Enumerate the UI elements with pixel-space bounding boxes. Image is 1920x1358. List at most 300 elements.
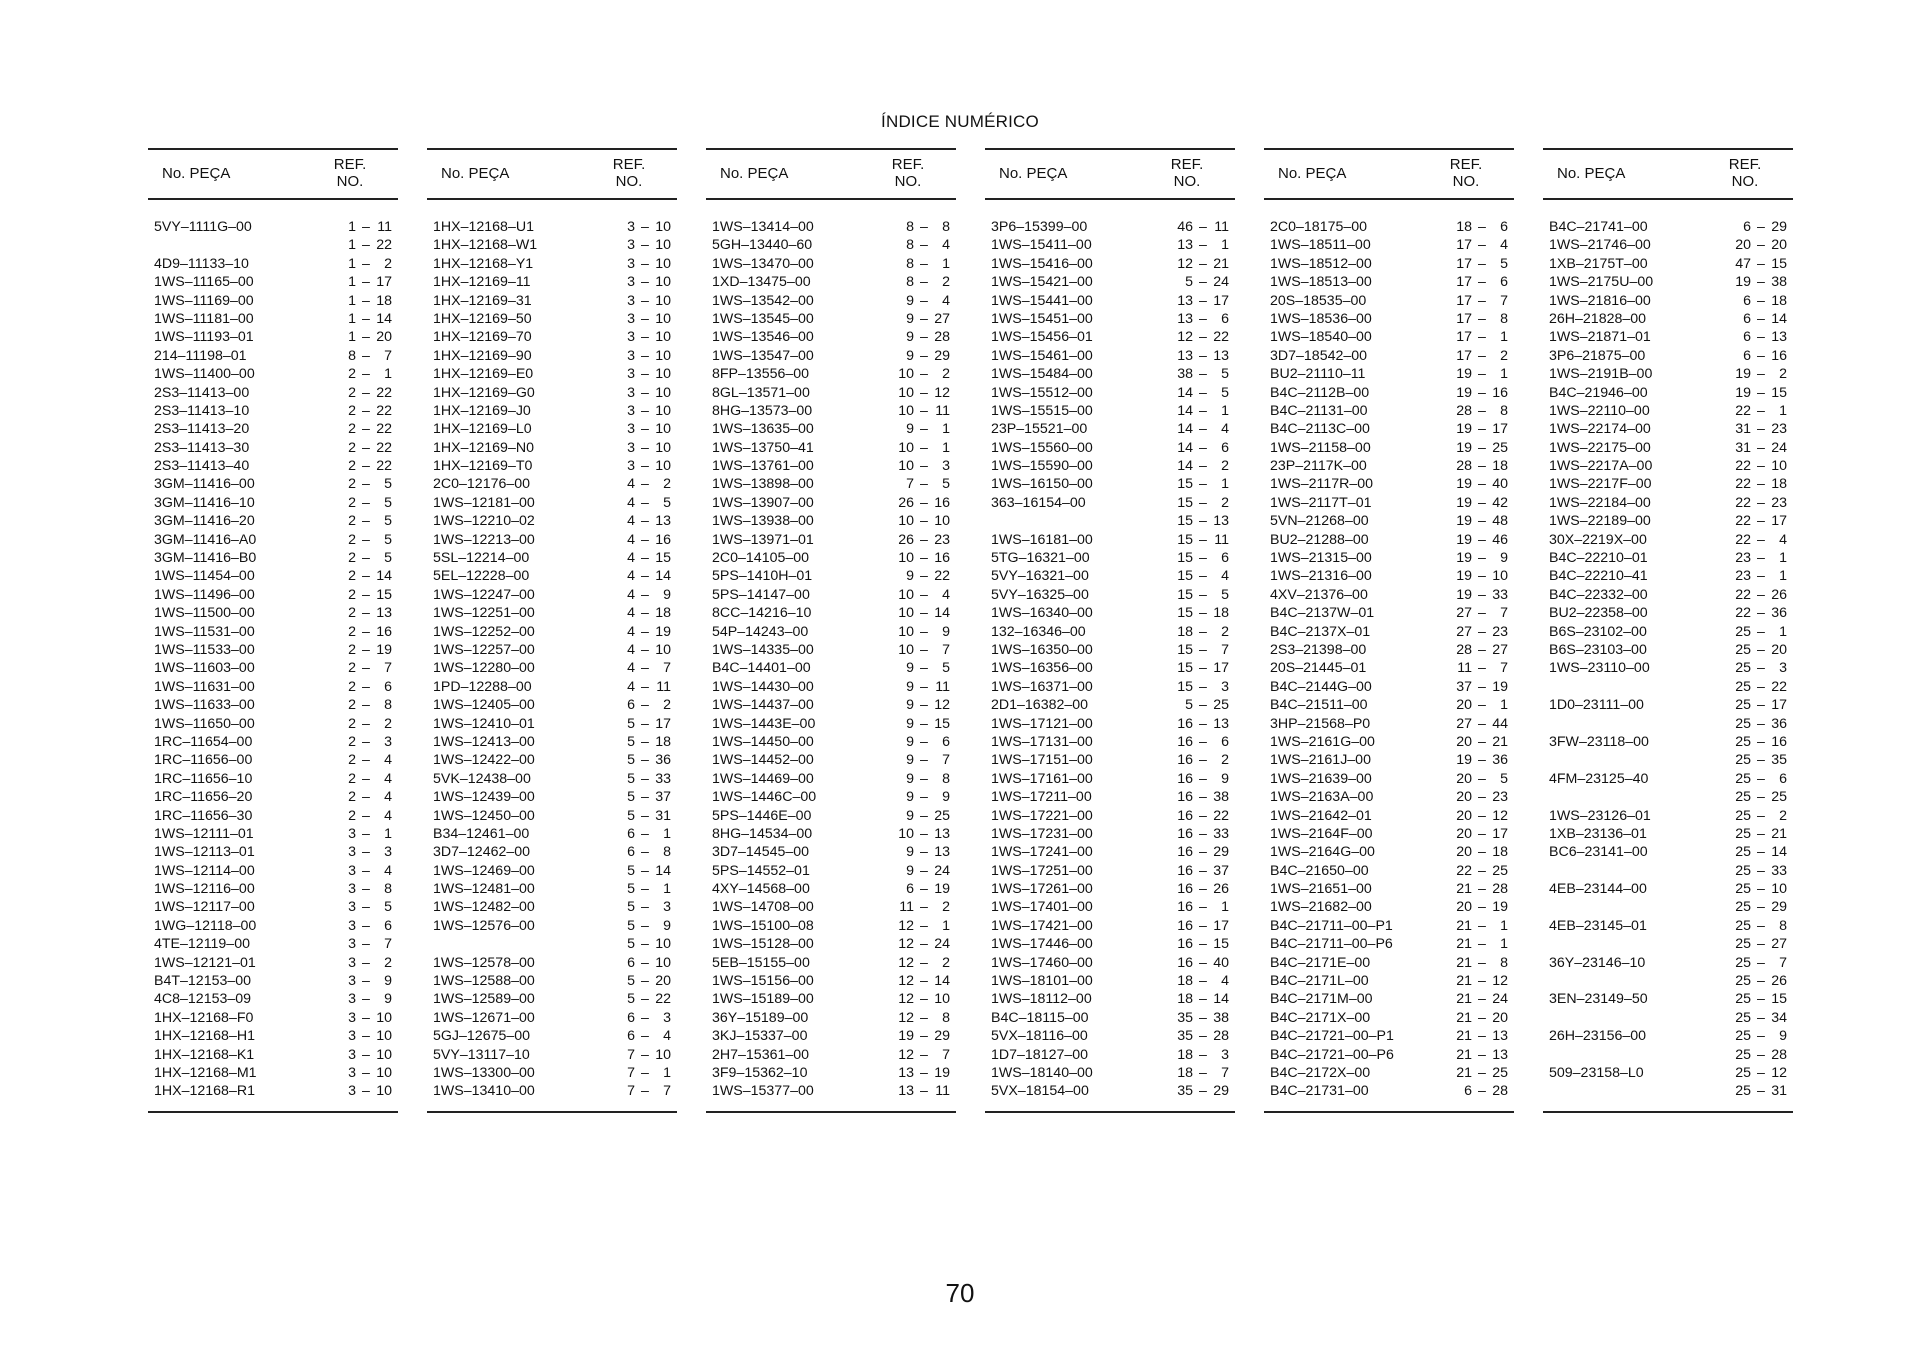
index-row (985, 623, 1235, 641)
ref-item: 16 (376, 623, 392, 640)
ref-figure: 9 (906, 862, 914, 879)
part-number: 1WS–13300–00 (433, 1064, 535, 1081)
ref-dash: – (1478, 899, 1486, 916)
ref-item: 10 (655, 292, 671, 309)
part-number: 1WS–12251–00 (433, 605, 535, 622)
part-number: 5PS–14147–00 (712, 586, 810, 603)
part-number: B4C–14401–00 (712, 660, 811, 677)
index-row (985, 659, 1235, 677)
part-number: 1WS–17421–00 (991, 917, 1093, 934)
ref-item: 8 (384, 881, 392, 898)
part-number: 1WS–12588–00 (433, 973, 535, 990)
ref-dash: – (1757, 752, 1765, 769)
ref-item: 28 (1492, 1083, 1508, 1100)
index-row (706, 255, 956, 273)
ref-item: 19 (376, 641, 392, 658)
index-row (985, 457, 1235, 475)
ref-dash: – (362, 274, 370, 291)
ref-item: 15 (934, 715, 950, 732)
ref-item: 8 (942, 770, 950, 787)
ref-item: 29 (934, 347, 950, 364)
ref-dash: – (1199, 789, 1207, 806)
index-row (1264, 567, 1514, 585)
part-number: 1WS–15456–01 (991, 329, 1093, 346)
ref-dash: – (920, 439, 928, 456)
ref-figure: 3 (627, 458, 635, 475)
ref-figure: 3 (348, 825, 356, 842)
ref-figure: 3 (627, 421, 635, 438)
ref-item: 3 (1221, 1046, 1229, 1063)
ref-item: 9 (942, 623, 950, 640)
ref-figure: 25 (1735, 660, 1751, 677)
ref-dash: – (641, 991, 649, 1008)
part-number: B4C–21711–00–P1 (1270, 917, 1393, 934)
ref-figure: 13 (1177, 292, 1193, 309)
index-row (148, 1064, 398, 1082)
part-number: 1WS–16150–00 (991, 476, 1093, 493)
ref-item: 22 (376, 384, 392, 401)
index-row (706, 1009, 956, 1027)
index-row (148, 457, 398, 475)
ref-item: 18 (1771, 476, 1787, 493)
index-row (1543, 751, 1793, 769)
ref-dash: – (1757, 274, 1765, 291)
ref-dash: – (1757, 494, 1765, 511)
index-row (427, 310, 677, 328)
ref-dash: – (1757, 844, 1765, 861)
part-number: 1WS–11169–00 (154, 292, 254, 309)
part-number: 1WS–18112–00 (991, 991, 1092, 1008)
ref-figure: 16 (1177, 881, 1193, 898)
index-row (427, 457, 677, 475)
part-number: BC6–23141–00 (1549, 844, 1648, 861)
part-number: 3GM–11416–10 (154, 494, 255, 511)
part-number: 1WS–17241–00 (991, 844, 1093, 861)
ref-item: 2 (1221, 752, 1229, 769)
ref-dash: – (1478, 623, 1486, 640)
ref-figure: 3 (627, 292, 635, 309)
ref-item: 3 (1779, 660, 1787, 677)
index-row (1543, 770, 1793, 788)
part-number: 363–16154–00 (991, 494, 1086, 511)
ref-item: 26 (1213, 881, 1229, 898)
index-row (148, 365, 398, 383)
ref-figure: 12 (898, 973, 914, 990)
ref-item: 10 (655, 310, 671, 327)
ref-dash: – (1757, 881, 1765, 898)
part-number: 1WS–2164F–00 (1270, 825, 1373, 842)
ref-figure: 2 (348, 623, 356, 640)
part-number: 4EB–23145–01 (1549, 917, 1647, 934)
ref-figure: 15 (1177, 513, 1193, 530)
ref-figure: 17 (1456, 274, 1472, 291)
ref-dash: – (920, 402, 928, 419)
ref-figure: 2 (348, 421, 356, 438)
part-number: 1WS–22175–00 (1549, 439, 1651, 456)
part-number: 1RC–11656–10 (154, 770, 253, 787)
ref-dash: – (1478, 881, 1486, 898)
ref-item: 11 (935, 1083, 950, 1100)
index-row (1543, 218, 1793, 236)
index-row (148, 696, 398, 714)
part-number: 1WS–11531–00 (154, 623, 255, 640)
part-number: 1RC–11654–00 (154, 733, 253, 750)
ref-item: 8 (1500, 954, 1508, 971)
index-row (148, 659, 398, 677)
index-row (1543, 457, 1793, 475)
index-row (148, 843, 398, 861)
part-number: 5VY–16325–00 (991, 586, 1089, 603)
ref-dash: – (1199, 991, 1207, 1008)
part-number: 1XB–23136–01 (1549, 825, 1647, 842)
ref-item: 5 (1500, 770, 1508, 787)
ref-dash: – (1478, 936, 1486, 953)
part-number: 1WS–2117T–01 (1270, 494, 1372, 511)
ref-dash: – (920, 1028, 928, 1045)
ref-figure: 6 (627, 1028, 635, 1045)
ref-figure: 12 (898, 1046, 914, 1063)
ref-figure: 21 (1456, 936, 1472, 953)
part-number: B4C–2171E–00 (1270, 954, 1371, 971)
ref-figure: 3 (348, 862, 356, 879)
ref-item: 9 (1221, 770, 1229, 787)
index-row (148, 494, 398, 512)
ref-header-line-1: REF. (1170, 156, 1204, 173)
part-number: 1WS–1446C–00 (712, 789, 817, 806)
ref-dash: – (1478, 1028, 1486, 1045)
ref-dash: – (362, 384, 370, 401)
ref-dash: – (920, 347, 928, 364)
ref-dash: – (1757, 862, 1765, 879)
index-row (985, 273, 1235, 291)
part-number: 5PS–1410H–01 (712, 568, 813, 585)
part-number: 1WS–12257–00 (433, 641, 535, 658)
ref-item: 25 (1492, 439, 1508, 456)
ref-figure: 9 (906, 752, 914, 769)
ref-dash: – (920, 384, 928, 401)
part-number: 1WS–2163A–00 (1270, 789, 1374, 806)
ref-dash: – (362, 1009, 370, 1026)
ref-figure: 47 (1735, 255, 1751, 272)
index-row (706, 1064, 956, 1082)
ref-item: 4 (942, 586, 950, 603)
part-number: 1WS–15377–00 (712, 1083, 814, 1100)
ref-figure: 2 (348, 641, 356, 658)
part-number: 1WS–18536–00 (1270, 310, 1372, 327)
ref-figure: 22 (1735, 476, 1751, 493)
index-row (427, 898, 677, 916)
ref-figure: 6 (627, 697, 635, 714)
ref-dash: – (920, 550, 928, 567)
ref-figure: 18 (1456, 219, 1472, 235)
index-row (148, 549, 398, 567)
index-row (1543, 862, 1793, 880)
ref-figure: 10 (898, 586, 914, 603)
part-number: 3FW–23118–00 (1549, 733, 1649, 750)
ref-figure: 25 (1735, 1064, 1751, 1081)
ref-dash: – (362, 1046, 370, 1063)
ref-item: 14 (376, 568, 392, 585)
index-row (427, 439, 677, 457)
index-row (427, 292, 677, 310)
ref-dash: – (1757, 1046, 1765, 1063)
ref-item: 4 (384, 770, 392, 787)
ref-number-header (1715, 156, 1775, 190)
part-number: 1WS–17401–00 (991, 899, 1093, 916)
ref-figure: 20 (1456, 697, 1472, 714)
index-row (706, 586, 956, 604)
ref-item: 4 (942, 237, 950, 254)
index-row (148, 641, 398, 659)
ref-dash: – (920, 862, 928, 879)
ref-item: 2 (384, 255, 392, 272)
index-row (706, 384, 956, 402)
ref-figure: 2 (348, 789, 356, 806)
ref-item: 10 (376, 1028, 392, 1045)
ref-dash: – (1478, 439, 1486, 456)
ref-item: 3 (663, 1009, 671, 1026)
index-row (706, 641, 956, 659)
ref-dash: – (1757, 402, 1765, 419)
ref-dash: – (1757, 568, 1765, 585)
index-row (427, 954, 677, 972)
ref-figure: 3 (627, 255, 635, 272)
ref-dash: – (1478, 1064, 1486, 1081)
index-row (1543, 1064, 1793, 1082)
ref-figure: 6 (627, 954, 635, 971)
index-row (427, 420, 677, 438)
ref-dash: – (362, 697, 370, 714)
ref-dash: – (362, 936, 370, 953)
index-row (148, 733, 398, 751)
ref-dash: – (362, 605, 370, 622)
part-number: 1WS–17446–00 (991, 936, 1093, 953)
ref-figure: 17 (1456, 310, 1472, 327)
index-row (148, 292, 398, 310)
ref-dash: – (920, 476, 928, 493)
ref-dash: – (362, 292, 370, 309)
ref-dash: – (641, 310, 649, 327)
ref-figure: 26 (898, 531, 914, 548)
index-row (706, 788, 956, 806)
ref-item: 18 (1492, 844, 1508, 861)
part-number: 4C8–12153–09 (154, 991, 252, 1008)
part-number: 1WS–12422–00 (433, 752, 535, 769)
ref-dash: – (1478, 421, 1486, 438)
index-row (706, 512, 956, 530)
index-row (706, 1082, 956, 1100)
ref-figure: 15 (1177, 550, 1193, 567)
index-rows (1543, 218, 1793, 1101)
ref-figure: 15 (1177, 476, 1193, 493)
ref-figure: 35 (1177, 1028, 1193, 1045)
ref-item: 31 (1771, 1083, 1787, 1100)
ref-figure: 1 (348, 219, 356, 235)
index-row (1264, 439, 1514, 457)
ref-figure: 2 (348, 715, 356, 732)
part-number: 1WS–2117R–00 (1270, 476, 1374, 493)
ref-figure: 5 (627, 807, 635, 824)
index-row (427, 935, 677, 953)
ref-dash: – (1757, 678, 1765, 695)
ref-item: 10 (655, 384, 671, 401)
index-row (985, 604, 1235, 622)
part-number: 1WS–12405–00 (433, 697, 535, 714)
index-row (706, 310, 956, 328)
index-row (148, 420, 398, 438)
ref-dash: – (1199, 494, 1207, 511)
part-number: B4C–18115–00 (991, 1009, 1089, 1026)
ref-dash: – (1757, 660, 1765, 677)
ref-figure: 20 (1456, 733, 1472, 750)
part-number: 36Y–23146–10 (1549, 954, 1646, 971)
ref-dash: – (1757, 936, 1765, 953)
index-row (148, 328, 398, 346)
ref-figure: 9 (906, 789, 914, 806)
index-row (1264, 935, 1514, 953)
ref-figure: 16 (1177, 917, 1193, 934)
part-number: 1WS–13546–00 (712, 329, 814, 346)
ref-dash: – (641, 678, 649, 695)
ref-figure: 14 (1177, 402, 1193, 419)
ref-dash: – (1478, 310, 1486, 327)
ref-dash: – (1199, 550, 1207, 567)
index-row (706, 990, 956, 1008)
index-row (985, 880, 1235, 898)
index-row (1264, 384, 1514, 402)
index-row (985, 733, 1235, 751)
ref-dash: – (362, 255, 370, 272)
part-number: 1WS–12410–01 (433, 715, 535, 732)
part-number: 1WS–12252–00 (433, 623, 535, 640)
index-row (427, 549, 677, 567)
index-row (1264, 292, 1514, 310)
index-row (427, 273, 677, 291)
part-number: B4C–21721–00–P6 (1270, 1046, 1394, 1063)
ref-figure: 17 (1456, 329, 1472, 346)
ref-figure: 4 (627, 568, 635, 585)
part-number: 1WS–15128–00 (712, 936, 814, 953)
ref-figure: 28 (1456, 458, 1472, 475)
ref-item: 10 (655, 1046, 671, 1063)
part-number: 4EB–23144–00 (1549, 881, 1647, 898)
ref-dash: – (920, 807, 928, 824)
ref-item: 9 (384, 991, 392, 1008)
ref-dash: – (362, 899, 370, 916)
index-row (1264, 880, 1514, 898)
ref-dash: – (641, 458, 649, 475)
ref-dash: – (641, 715, 649, 732)
ref-dash: – (641, 825, 649, 842)
ref-item: 10 (655, 641, 671, 658)
part-number: 1WS–12450–00 (433, 807, 535, 824)
ref-item: 6 (1221, 733, 1229, 750)
part-number: 3KJ–15337–00 (712, 1028, 808, 1045)
index-row (985, 751, 1235, 769)
part-number: 1RC–11656–30 (154, 807, 253, 824)
ref-item: 7 (1500, 605, 1508, 622)
ref-dash: – (1199, 660, 1207, 677)
index-row (706, 604, 956, 622)
ref-item: 42 (1492, 494, 1508, 511)
ref-dash: – (362, 917, 370, 934)
part-number: 1WS–17251–00 (991, 862, 1093, 879)
ref-header-line-2: NO. (894, 173, 922, 190)
part-number: 3D7–12462–00 (433, 844, 531, 861)
index-row (148, 531, 398, 549)
ref-dash: – (641, 917, 649, 934)
ref-figure: 4 (627, 476, 635, 493)
ref-item: 9 (384, 973, 392, 990)
ref-figure: 38 (1177, 366, 1193, 383)
index-row (427, 696, 677, 714)
ref-figure: 5 (627, 770, 635, 787)
ref-item: 5 (1500, 255, 1508, 272)
ref-item: 9 (1500, 550, 1508, 567)
part-number: 1WS–16356–00 (991, 660, 1093, 677)
ref-item: 24 (934, 936, 950, 953)
ref-item: 2 (663, 476, 671, 493)
ref-dash: – (641, 347, 649, 364)
ref-item: 4 (1221, 421, 1229, 438)
ref-figure: 2 (348, 807, 356, 824)
index-row (1543, 954, 1793, 972)
part-number: 3D7–14545–00 (712, 844, 810, 861)
ref-figure: 35 (1177, 1009, 1193, 1026)
index-row (427, 1027, 677, 1045)
ref-item: 13 (1492, 1028, 1508, 1045)
part-number: 1WS–13971–01 (712, 531, 814, 548)
ref-dash: – (1757, 292, 1765, 309)
part-number: B4C–21731–00 (1270, 1083, 1369, 1100)
ref-item: 14 (1771, 844, 1787, 861)
ref-item: 10 (655, 329, 671, 346)
ref-figure: 27 (1456, 715, 1472, 732)
ref-item: 44 (1492, 715, 1508, 732)
ref-figure: 17 (1456, 237, 1472, 254)
index-row (1264, 696, 1514, 714)
ref-figure: 5 (627, 973, 635, 990)
ref-figure: 25 (1735, 807, 1751, 824)
ref-figure: 20 (1456, 770, 1472, 787)
part-number: 1WS–15461–00 (991, 347, 1093, 364)
index-row (985, 954, 1235, 972)
ref-dash: – (1199, 697, 1207, 714)
ref-dash: – (1478, 641, 1486, 658)
ref-item: 9 (1779, 1028, 1787, 1045)
ref-figure: 15 (1177, 494, 1193, 511)
ref-figure: 20 (1735, 237, 1751, 254)
ref-figure: 4 (627, 605, 635, 622)
ref-figure: 16 (1177, 807, 1193, 824)
ref-item: 11 (1214, 219, 1229, 235)
index-row (706, 972, 956, 990)
ref-item: 37 (655, 789, 671, 806)
ref-dash: – (641, 384, 649, 401)
ref-dash: – (641, 366, 649, 383)
part-number: 3P6–21875–00 (1549, 347, 1646, 364)
ref-item: 17 (1771, 513, 1787, 530)
part-number: 1WS–12114–00 (154, 862, 255, 879)
index-row (985, 1027, 1235, 1045)
part-number: 1WS–2175U–00 (1549, 274, 1654, 291)
ref-item: 10 (655, 439, 671, 456)
index-row (427, 475, 677, 493)
index-row (706, 531, 956, 549)
part-number: 5TG–16321–00 (991, 550, 1090, 567)
ref-figure: 1 (348, 292, 356, 309)
ref-dash: – (920, 1009, 928, 1026)
